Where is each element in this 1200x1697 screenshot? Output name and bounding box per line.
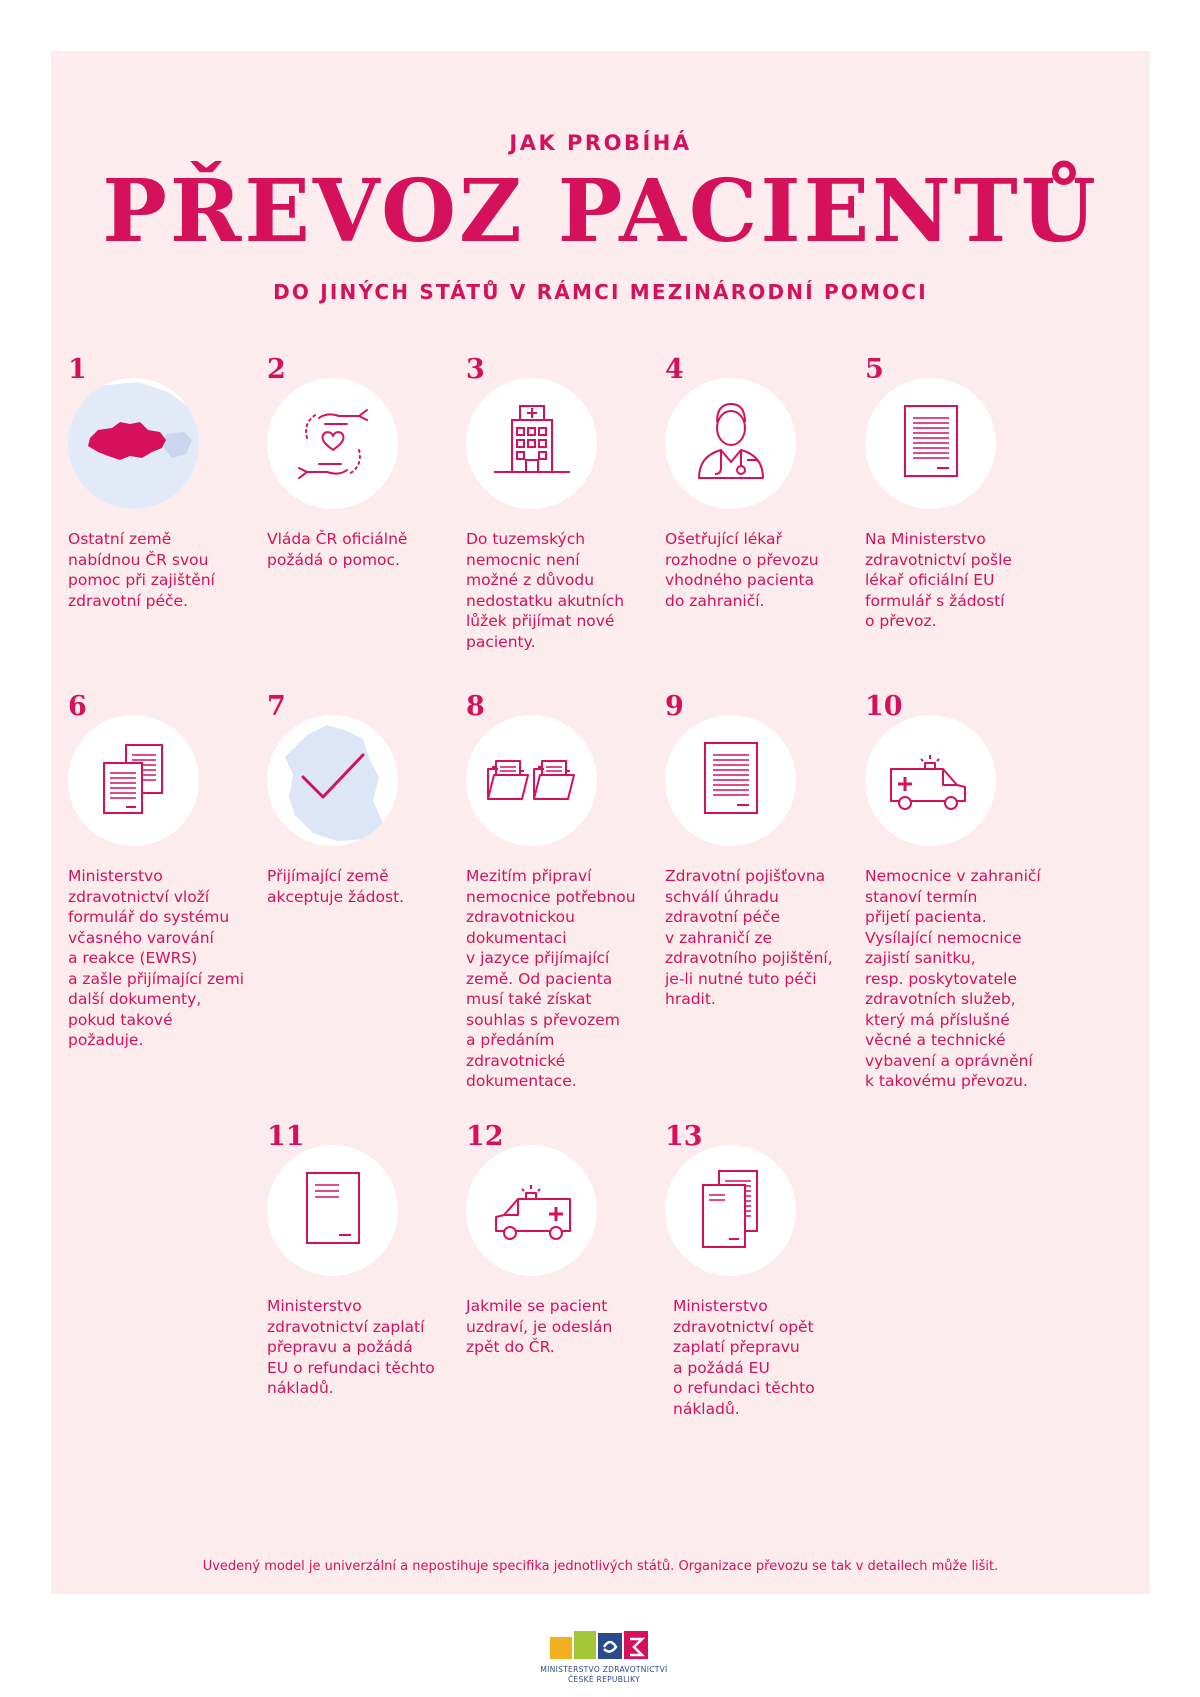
step-number: 11	[267, 1121, 305, 1152]
page-title: PŘEVOZ PACIENTŮ	[102, 161, 1099, 262]
step-description: Nemocnice v zahraničí stanoví termín přijetí pacienta. Vysílající nemocnice zajistí sanitku, resp. poskytovatele zdravotních služeb, který má příslušné věcné a technické vybavení a oprávnění k takovému převozu.	[865, 867, 1041, 1090]
step-description: Ministerstvo zdravotnictví zaplatí přepravu a požádá EU o refundaci těchto nákladů.	[267, 1297, 435, 1397]
step-description: Jakmile se pacient uzdraví, je odeslán zpět do ČR.	[466, 1297, 613, 1356]
invoice-icon	[267, 1145, 398, 1276]
subtitle: DO JINÝCH STÁTŮ V RÁMCI MEZINÁRODNÍ POMOCI	[273, 280, 928, 304]
germany-check-icon	[267, 715, 398, 846]
step-description: Ošetřující lékař rozhodne o převozu vhodného pacienta do zahraničí.	[665, 530, 819, 610]
pretitle: JAK PROBÍHÁ	[509, 131, 692, 155]
step-description: Přijímající země akceptuje žádost.	[267, 867, 405, 906]
step-number: 9	[665, 691, 684, 722]
hospital-icon	[466, 378, 597, 509]
infographic-panel	[51, 51, 1150, 1594]
document-icon	[865, 378, 996, 509]
step-number: 1	[68, 354, 87, 385]
footnote: Uvedený model je univerzální a nepostihuje specifika jednotlivých států. Organizace převozu se tak v detailech může lišit.	[202, 1559, 999, 1574]
logo-line-1: MINISTERSTVO ZDRAVOTNICTVÍ	[540, 1665, 668, 1674]
step-description: Zdravotní pojišťovna schválí úhradu zdravotní péče v zahraničí ze zdravotního pojištění, je-li nutné tuto péči hradit.	[665, 867, 833, 1008]
step-number: 3	[466, 354, 485, 385]
step-number: 5	[865, 354, 884, 385]
czech-map-icon	[68, 378, 199, 509]
logo-line-2: ČESKÉ REPUBLIKY	[567, 1675, 640, 1684]
documents-icon	[68, 715, 199, 846]
step-description: Na Ministerstvo zdravotnictví pošle lékař oficiální EU formulář s žádostí o převoz.	[865, 530, 1012, 630]
step-number: 10	[865, 691, 903, 722]
documents-icon	[665, 1145, 796, 1276]
step-number: 12	[466, 1121, 504, 1152]
step-number: 6	[68, 691, 87, 722]
step-description: Vláda ČR oficiálně požádá o pomoc.	[267, 530, 408, 569]
step-description: Ostatní země nabídnou ČR svou pomoc při zajištění zdravotní péče.	[68, 530, 215, 610]
ambulance-icon	[865, 715, 996, 846]
document-icon	[665, 715, 796, 846]
doctor-icon	[665, 378, 796, 509]
step-number: 2	[267, 354, 286, 385]
folders-icon	[466, 715, 597, 846]
step-number: 13	[665, 1121, 703, 1152]
ministry-logo-mark	[538, 1623, 670, 1663]
step-number: 8	[466, 691, 485, 722]
step-description: Ministerstvo zdravotnictví vloží formulář do systému včasného varování a reakce (EWRS) a zašle přijímající zemi další dokumenty, pokud takové požaduje.	[68, 867, 245, 1049]
step-number: 4	[665, 354, 684, 385]
step-description: Mezitím připraví nemocnice potřebnou zdravotnickou dokumentaci v jazyce přijímající země. Od pacienta musí také získat souhlas s převozem a předáním zdravotnické dokumentace.	[466, 867, 636, 1090]
step-number: 7	[267, 691, 286, 722]
ministry-logo	[538, 1623, 670, 1693]
step-description: Ministerstvo zdravotnictví opět zaplatí přepravu a požádá EU o refundaci těchto nákladů.	[673, 1297, 815, 1418]
hands-heart-icon	[267, 378, 398, 509]
step-description: Do tuzemských nemocnic není možné z důvodu nedostatku akutních lůžek přijímat nové pacienty.	[466, 530, 625, 651]
ambulance-icon	[466, 1145, 597, 1276]
